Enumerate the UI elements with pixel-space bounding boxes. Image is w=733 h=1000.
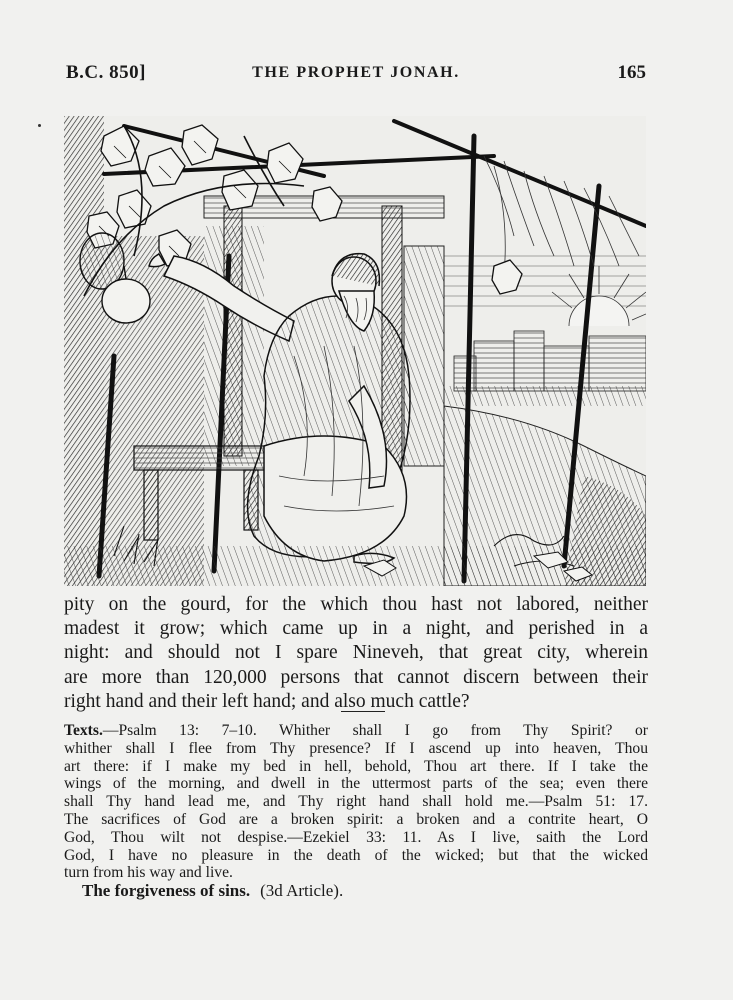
verse-text (64, 593, 648, 714)
texts-line (64, 722, 648, 740)
margin-speck (38, 124, 41, 127)
header-date: B.C. 850] (66, 62, 146, 83)
article-heading (82, 880, 642, 902)
texts-line: wings of the morning, and dwell in the uttermost parts of the sea; even there (64, 775, 648, 793)
texts-lead: Texts. (64, 722, 103, 739)
illustration (64, 116, 646, 586)
texts-first-line: —Psalm 13: 7–10. Whither shall I go from Thy Spirit? or (102, 722, 648, 739)
article-note: (3d Article). (260, 881, 344, 900)
verse-line: right hand and their left hand; and also much cattle? (64, 690, 470, 712)
texts-line: shall Thy hand lead me, and Thy right hand shall hold me.—Psalm 51: 17. (64, 793, 648, 811)
texts-line: whither shall I flee from Thy presence? If I ascend up into heaven, Thou (64, 739, 648, 757)
verse-line: night: and should not I spare Nineveh, that great city, wherein (64, 642, 648, 664)
engraving-jonah-under-gourd-vine-icon (64, 116, 646, 586)
texts-section (64, 722, 648, 882)
page-number: 165 (617, 62, 646, 83)
section-divider (341, 711, 385, 712)
texts-line: God, Thou wilt not despise.—Ezekiel 33: 11. As I live, saith the Lord (64, 828, 648, 846)
texts-line: God, I have no pleasure in the death of the wicked; but that the wicked (64, 846, 648, 864)
texts-line: turn from his way and live. (64, 864, 233, 882)
texts-line: The sacrifices of God are a broken spirit: a broken and a contrite heart, O (64, 810, 648, 828)
verse-line: pity on the gourd, for the which thou hast not labored, neither (64, 594, 648, 615)
texts-line: art there: if I make my bed in hell, behold, Thou art there. If I take the (64, 757, 648, 775)
verse-line: madest it grow; which came up in a night, and perished in a (64, 618, 648, 640)
verse-line: are more than 120,000 persons that cannot discern between their (64, 666, 648, 688)
running-head (66, 62, 646, 90)
article-title: The forgiveness of sins. (82, 881, 251, 900)
header-title: THE PROPHET JONAH. (252, 64, 460, 81)
